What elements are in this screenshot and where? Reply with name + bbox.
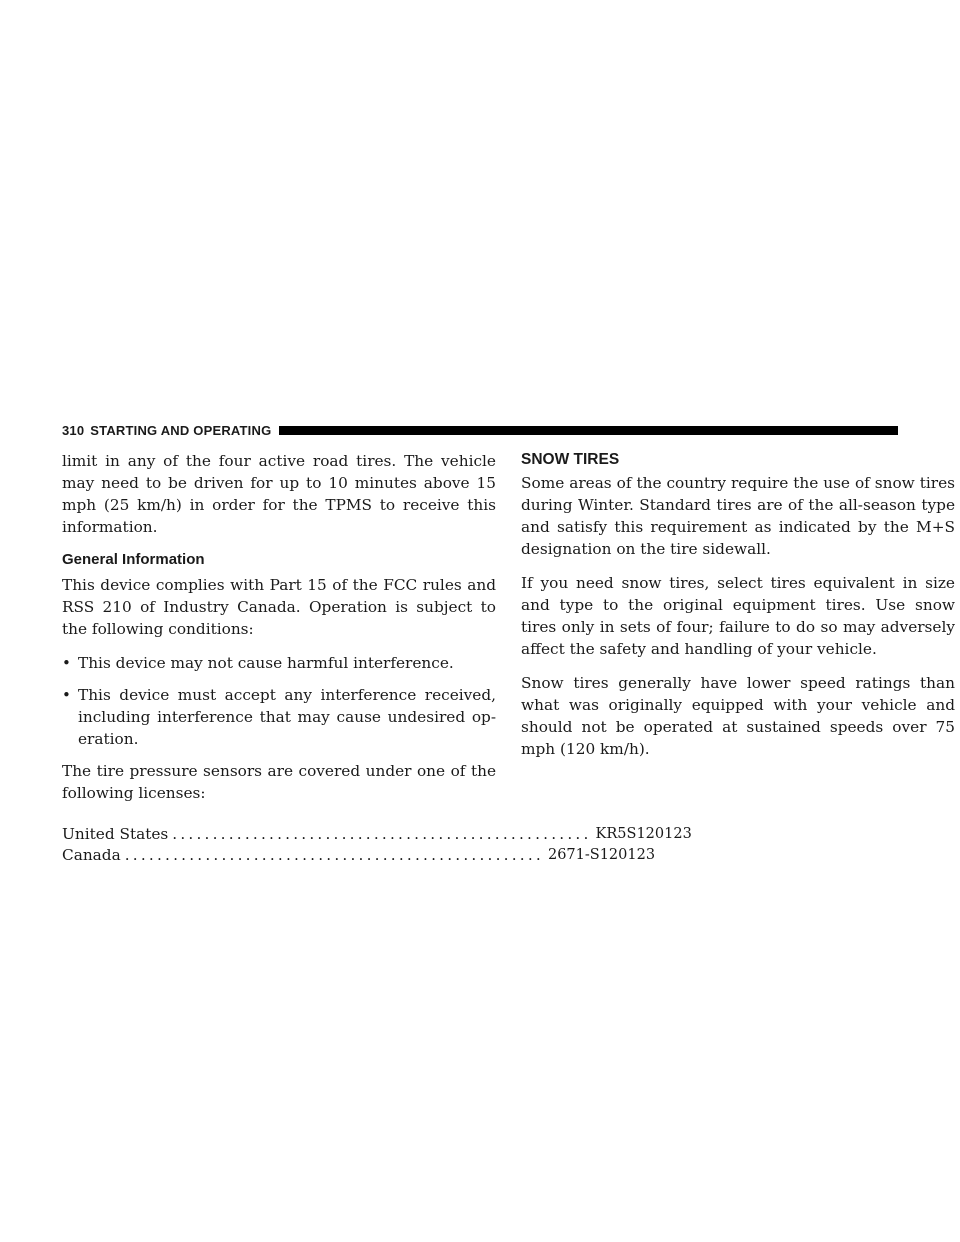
general-information-paragraph: This device complies with Part 15 of the FCC rules and RSS 210 of Industry Canada. Operation is subject to the following conditions: (62, 576, 496, 638)
license-region: United States (62, 825, 169, 843)
section-title: STARTING AND OPERATING (90, 422, 272, 438)
snow-tires-paragraph-2: If you need snow tires, select tires equivalent in size and type to the original equipment tires. Use snow tires only in sets of four; failure to do so may adversely affect the safety and handling of your vehicle. (521, 574, 955, 658)
general-information-heading: General Information (62, 551, 205, 568)
page-header (62, 418, 898, 442)
list-item (62, 652, 496, 674)
license-code: KR5S120123 (595, 826, 692, 842)
sensors-paragraph: The tire pressure sensors are covered under one of the following licenses: (62, 762, 496, 802)
license-code: 2671-S120123 (547, 847, 656, 863)
list-item (62, 684, 496, 750)
header-rule (279, 426, 898, 435)
license-row (62, 845, 656, 866)
bullet-icon: • (62, 654, 71, 672)
snow-tires-heading: SNOW TIRES (521, 451, 620, 468)
bullet-icon: • (62, 686, 71, 704)
license-row (62, 824, 692, 845)
bullet-text: This device must accept any interference received, including interference that may cause undesired op-eration. (78, 686, 496, 748)
license-list (62, 824, 692, 866)
leader-dots: .................................................... (172, 825, 592, 843)
leader-dots: .................................................... (124, 846, 544, 864)
bullet-text: This device may not cause harmful interference. (78, 654, 454, 672)
page-number: 310 (62, 422, 85, 438)
snow-tires-paragraph-1: Some areas of the country require the use of snow tires during Winter. Standard tires are of the all-season type and satisfy this requirement as indicated by the M+S designation on the tire sidewall. (521, 474, 955, 558)
snow-tires-paragraph-3: Snow tires generally have lower speed ratings than what was originally equipped with your vehicle and should not be operated at sustained speeds over 75 mph (120 km/h). (521, 674, 955, 758)
intro-paragraph: limit in any of the four active road tires. The vehicle may need to be driven for up to 10 minutes above 15 mph (25 km/h) in order for the TPMS to receive this information. (62, 452, 496, 536)
license-region: Canada (62, 846, 121, 864)
right-column (521, 450, 955, 772)
